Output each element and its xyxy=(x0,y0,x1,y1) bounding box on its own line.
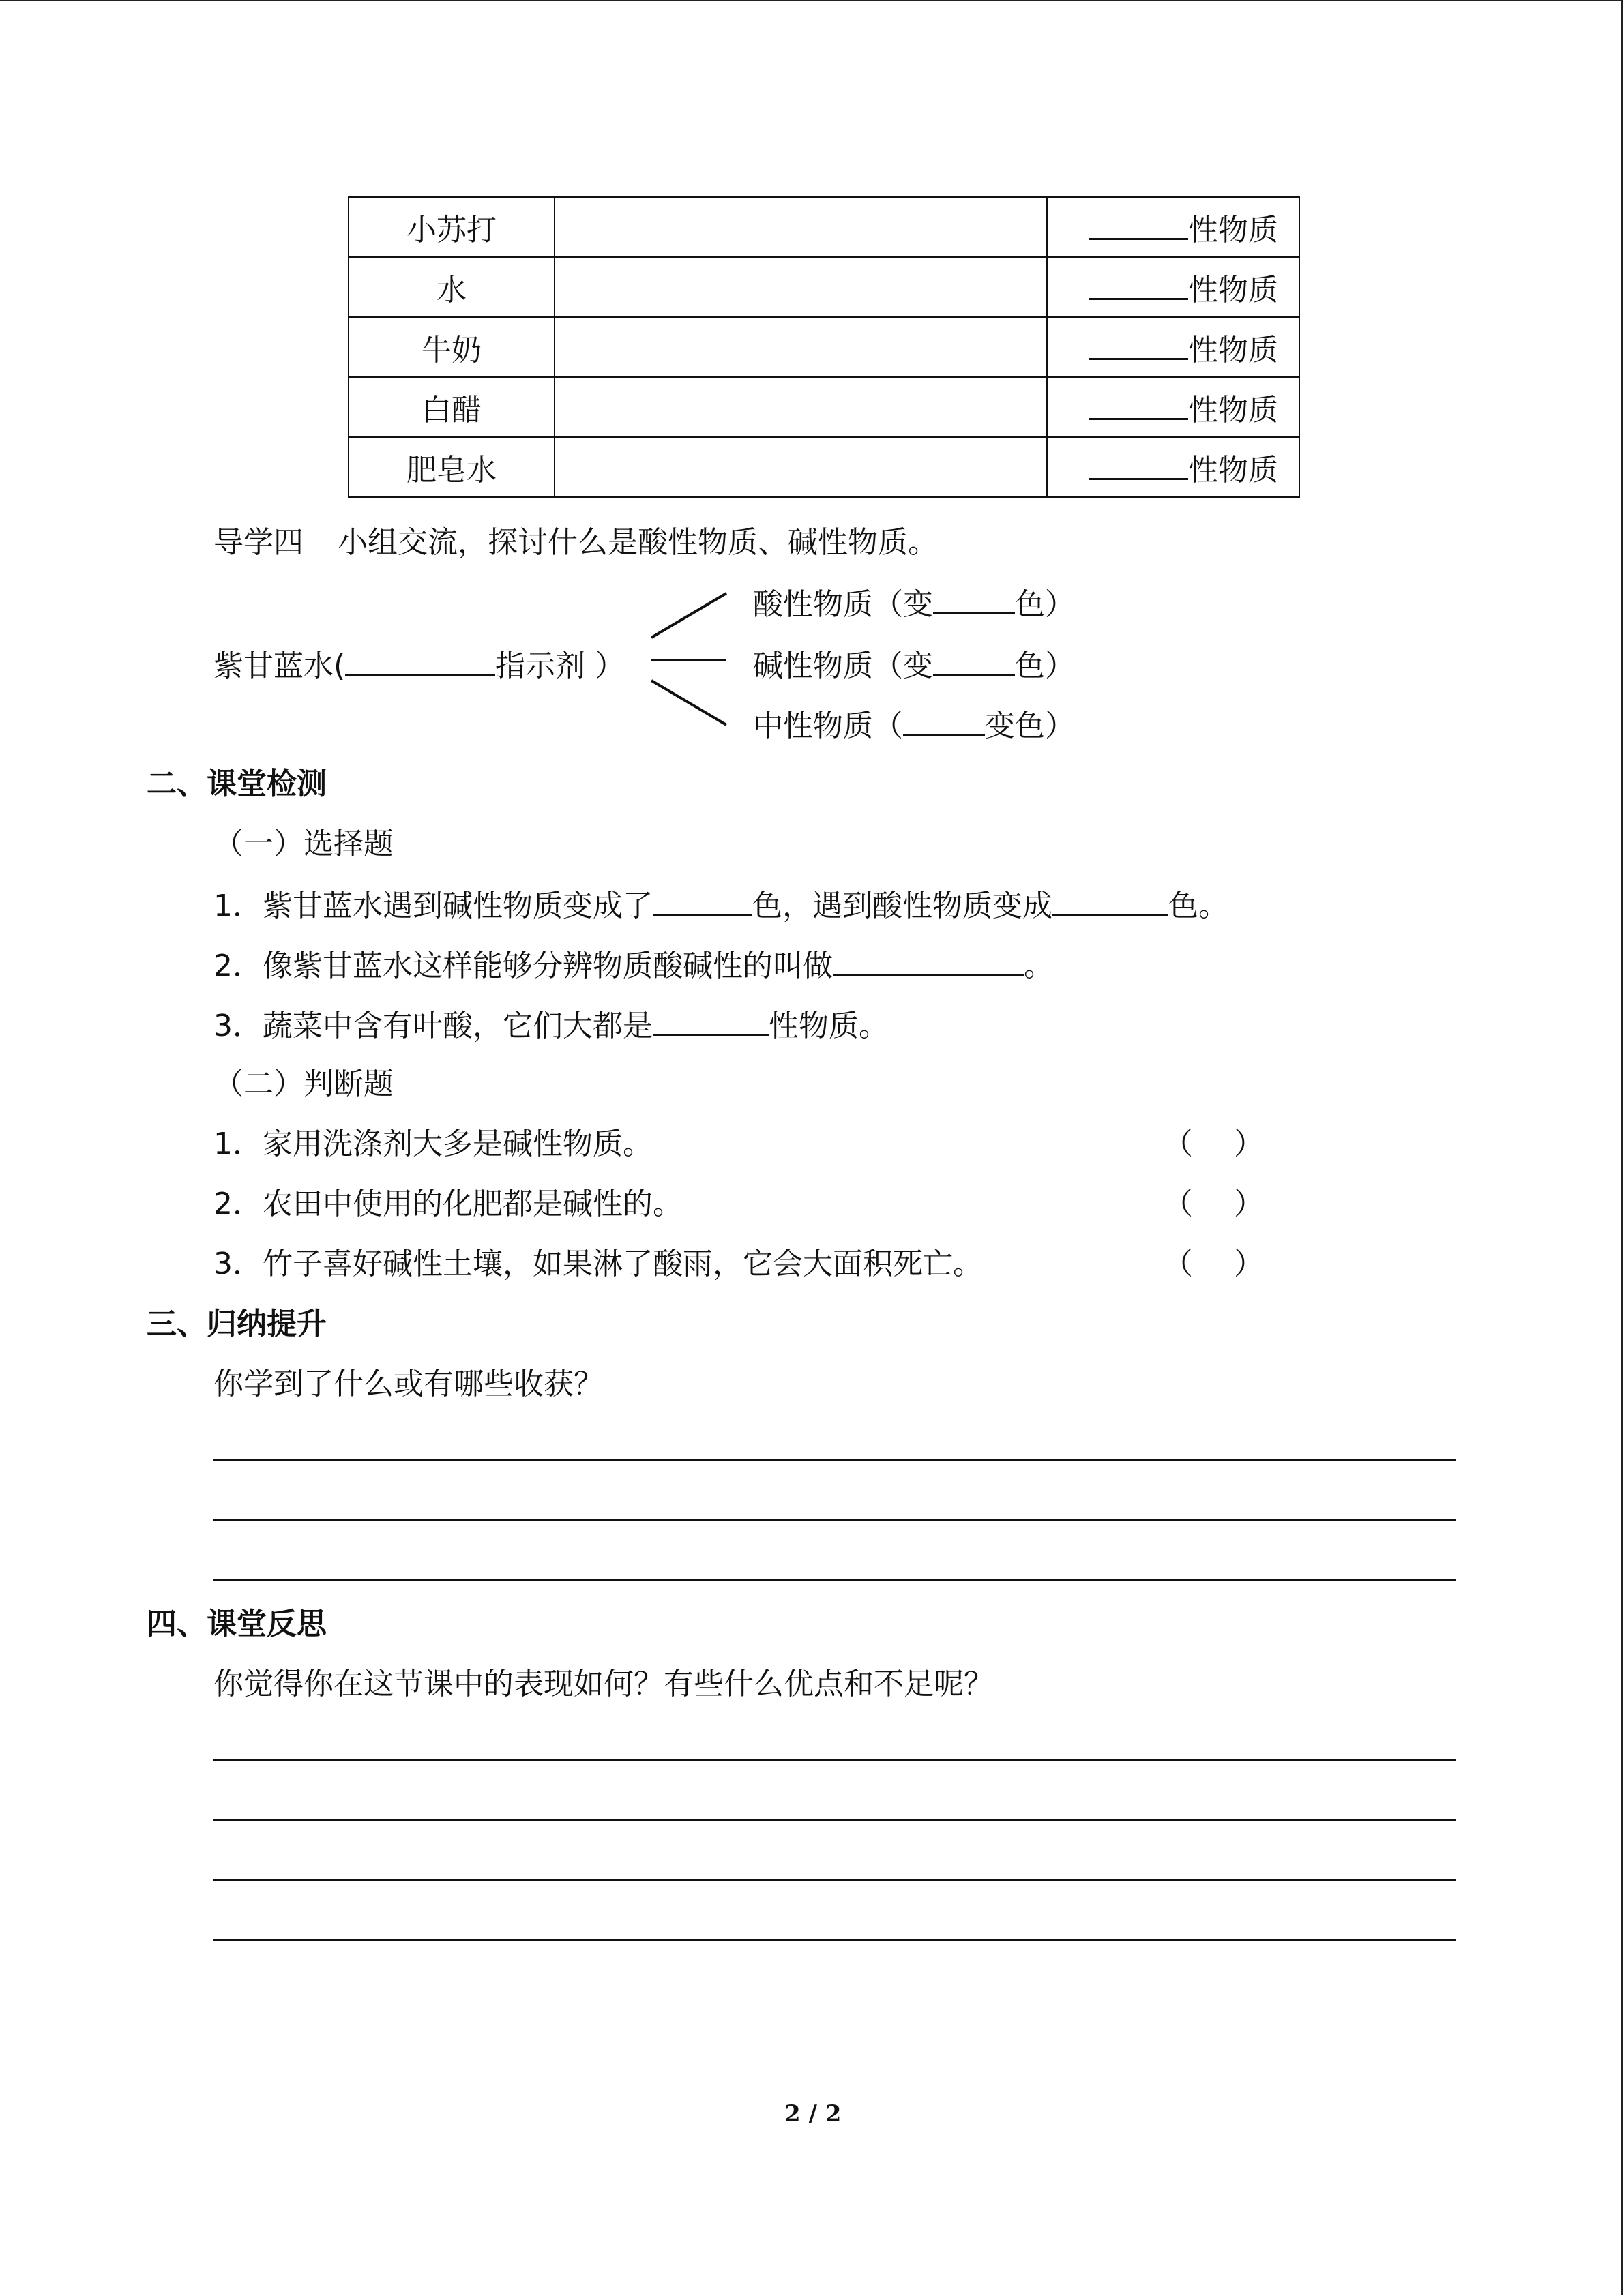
substance-name: 肥皂水 xyxy=(349,437,555,497)
question-1 xyxy=(213,884,1228,927)
judge-answer-1[interactable]: （ ） xyxy=(1163,1127,1264,1161)
property-suffix: 性物质 xyxy=(1188,453,1278,488)
page-number: 2 / 2 xyxy=(784,2100,842,2128)
root-suffix: 指示剂 ） xyxy=(495,648,625,683)
neutral-suffix: 变色） xyxy=(985,709,1075,743)
q1-text-c: 色。 xyxy=(1168,889,1228,923)
judge-item-1: 1．家用洗涤剂大多是碱性物质。 xyxy=(213,1127,653,1161)
result-cell[interactable] xyxy=(555,197,1047,257)
answer-blank[interactable] xyxy=(1089,448,1188,480)
result-cell[interactable] xyxy=(555,317,1047,377)
acid-color-blank[interactable] xyxy=(933,582,1015,614)
reflection-line[interactable] xyxy=(213,1819,1456,1821)
acid-prefix: 酸性物质（变 xyxy=(753,587,933,622)
indicator-blank[interactable] xyxy=(345,644,495,676)
branch-lines xyxy=(641,583,737,733)
judge-item-2: 2．农田中使用的化肥都是碱性的。 xyxy=(213,1187,683,1221)
q2-text-a: 2．像紫甘蓝水这样能够分辨物质酸碱性的叫做 xyxy=(213,949,833,983)
q1-blank-1[interactable] xyxy=(653,884,752,916)
property-suffix: 性物质 xyxy=(1188,393,1278,428)
property-cell[interactable] xyxy=(1047,377,1299,437)
section4-title: 四、课堂反思 xyxy=(147,1607,327,1641)
guide4-line xyxy=(213,522,938,563)
table-row xyxy=(349,197,1299,257)
q3-text-a: 3．蔬菜中含有叶酸，它们大都是 xyxy=(213,1009,653,1043)
section2-title: 二、课堂检测 xyxy=(147,766,327,801)
branch-acid-line xyxy=(651,593,726,638)
result-cell[interactable] xyxy=(555,377,1047,437)
judge-answer-2[interactable]: （ ） xyxy=(1163,1187,1264,1221)
substance-name: 白醋 xyxy=(349,377,555,437)
table-row xyxy=(349,257,1299,317)
base-color-blank[interactable] xyxy=(933,644,1015,676)
q1-text-a: 1．紫甘蓝水遇到碱性物质变成了 xyxy=(213,889,653,923)
substance-name: 水 xyxy=(349,257,555,317)
substance-name: 牛奶 xyxy=(349,317,555,377)
q2-text-b: 。 xyxy=(1024,949,1054,983)
judge-title: （二）判断题 xyxy=(213,1067,394,1101)
base-suffix: 色） xyxy=(1015,648,1075,683)
question-3 xyxy=(213,1004,889,1047)
guide4-label: 导学四 xyxy=(213,525,304,560)
substance-table xyxy=(348,196,1300,498)
question-2 xyxy=(213,944,1054,987)
neutral-blank[interactable] xyxy=(903,704,985,736)
guide4-text: 小组交流，探讨什么是酸性物质、碱性物质。 xyxy=(338,525,938,560)
q3-blank[interactable] xyxy=(653,1004,769,1036)
q3-text-b: 性物质。 xyxy=(769,1009,889,1043)
answer-line[interactable] xyxy=(213,1579,1456,1581)
property-suffix: 性物质 xyxy=(1188,213,1278,248)
property-cell[interactable] xyxy=(1047,197,1299,257)
section4-prompt: 你觉得你在这节课中的表现如何？有些什么优点和不足呢？ xyxy=(213,1667,994,1701)
choice-title: （一）选择题 xyxy=(213,826,394,861)
answer-line[interactable] xyxy=(213,1519,1456,1521)
q1-text-b: 色，遇到酸性物质变成 xyxy=(752,889,1052,923)
section3-prompt: 你学到了什么或有哪些收获？ xyxy=(213,1367,604,1401)
substance-name: 小苏打 xyxy=(349,197,555,257)
answer-line[interactable] xyxy=(213,1459,1456,1461)
neutral-prefix: 中性物质（ xyxy=(753,709,903,743)
q2-blank[interactable] xyxy=(833,944,1024,976)
property-cell[interactable] xyxy=(1047,437,1299,497)
property-suffix: 性物质 xyxy=(1188,333,1278,368)
table-row xyxy=(349,377,1299,437)
result-cell[interactable] xyxy=(555,257,1047,317)
table-row xyxy=(349,437,1299,497)
table-row xyxy=(349,317,1299,377)
answer-blank[interactable] xyxy=(1089,388,1188,420)
reflection-line[interactable] xyxy=(213,1879,1456,1881)
root-prefix: 紫甘蓝水( xyxy=(213,648,346,683)
section3-title: 三、归纳提升 xyxy=(147,1307,327,1341)
base-prefix: 碱性物质（变 xyxy=(753,648,933,683)
neutral-branch xyxy=(753,704,1075,747)
answer-blank[interactable] xyxy=(1089,208,1188,240)
reflection-line[interactable] xyxy=(213,1939,1456,1941)
answer-blank[interactable] xyxy=(1089,268,1188,300)
reflection-line[interactable] xyxy=(213,1759,1456,1761)
judge-answer-3[interactable]: （ ） xyxy=(1163,1247,1264,1281)
indicator-root xyxy=(213,644,625,687)
property-cell[interactable] xyxy=(1047,317,1299,377)
acid-branch xyxy=(753,582,1075,625)
property-suffix: 性物质 xyxy=(1188,273,1278,308)
q1-blank-2[interactable] xyxy=(1052,884,1168,916)
result-cell[interactable] xyxy=(555,437,1047,497)
answer-blank[interactable] xyxy=(1089,328,1188,360)
acid-suffix: 色） xyxy=(1015,587,1075,622)
base-branch xyxy=(753,644,1075,687)
property-cell[interactable] xyxy=(1047,257,1299,317)
branch-neutral-line xyxy=(651,681,726,725)
judge-item-3: 3．竹子喜好碱性土壤，如果淋了酸雨，它会大面积死亡。 xyxy=(213,1247,983,1281)
